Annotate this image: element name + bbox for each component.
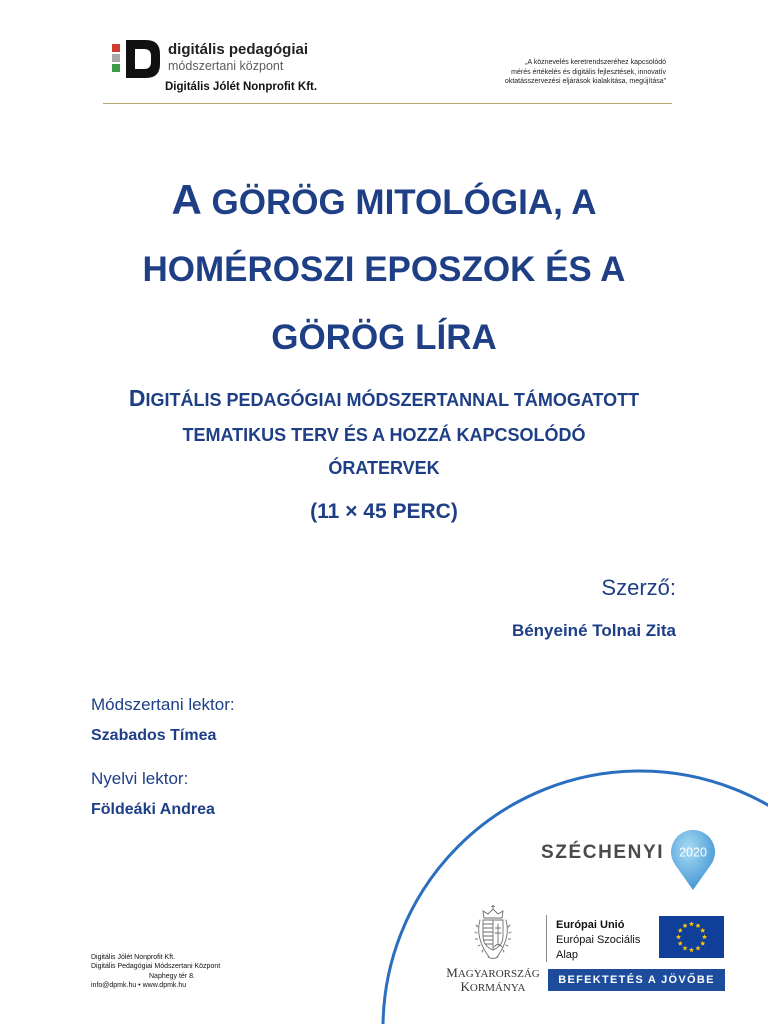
eu-block-border — [546, 915, 547, 962]
document-subtitle-line: DIGITÁLIS PEDAGÓGIAI MÓDSZERTANNAL TÁMOGATOTT — [128, 385, 640, 411]
document-subtitle-line: ÓRATERVEK — [328, 458, 440, 478]
language-reviewer-label: Nyelvi lektor: — [91, 769, 189, 788]
lesson-duration: (11 × 45 PERC) — [310, 500, 458, 523]
slogan-text: BEFEKTETÉS A JÖVŐBE — [558, 974, 715, 986]
government-logo-line: MAGYARORSZÁG — [446, 965, 540, 980]
quote-line: oktatásszervezési eljárások kialakítása, megújítása” — [504, 78, 666, 85]
footer-line: Digitális Pedagógiai Módszertani Központ — [91, 963, 221, 971]
eu-text-line: Európai Szociális — [556, 934, 641, 946]
hungarian-coat-of-arms-icon — [474, 905, 512, 961]
quote-line: mérés értékelés és digitális fejlesztések, innovatív — [511, 68, 666, 76]
organization-name: Digitális Jólét Nonprofit Kft. — [165, 81, 318, 93]
document-title-line: HOMÉROSZI EPOSZOK ÉS A — [142, 250, 626, 289]
footer-line: Digitális Jólét Nonprofit Kft. — [91, 954, 176, 961]
pin-shape — [671, 830, 715, 890]
footer-line: Naphegy tér 8. — [149, 972, 195, 980]
footer-address — [91, 953, 220, 990]
footer-contact: info@dpmk.hu • www.dpmk.hu — [91, 981, 187, 989]
project-quote — [426, 58, 666, 87]
language-reviewer-name: Földeáki Andrea — [91, 801, 215, 818]
header-divider — [103, 103, 672, 104]
szechenyi-2020-pin-icon — [669, 828, 717, 894]
government-logo-line: KORMÁNYA — [460, 979, 526, 994]
slogan-bar — [548, 969, 725, 991]
document-subtitle-line: TEMATIKUS TERV ÉS A HOZZÁ KAPCSOLÓDÓ — [182, 425, 586, 445]
quote-line: „A köznevelés keretrendszeréhez kapcsolódó — [525, 59, 666, 66]
eu-flag-icon — [659, 916, 724, 958]
document-title-line: GÖRÖG LÍRA — [271, 318, 497, 357]
eu-text-line: Alap — [556, 949, 579, 961]
methodology-reviewer-label: Módszertani lektor: — [91, 695, 235, 714]
logo-title: digitális pedagógiai — [168, 41, 309, 58]
author-name: Bényeiné Tolnai Zita — [511, 621, 676, 640]
logo-subtitle: módszertani központ — [168, 59, 284, 73]
szechenyi-label: SZÉCHENYI — [541, 842, 665, 863]
document-title-line: A GÖRÖG MITOLÓGIA, A — [171, 176, 597, 223]
szechenyi-2020-label: 2020 — [679, 845, 707, 860]
methodology-reviewer-name: Szabados Tímea — [91, 727, 217, 744]
eu-text-line: Európai Unió — [556, 919, 625, 931]
dpmk-d-logo-icon — [110, 38, 164, 80]
author-label: Szerző: — [601, 575, 676, 600]
